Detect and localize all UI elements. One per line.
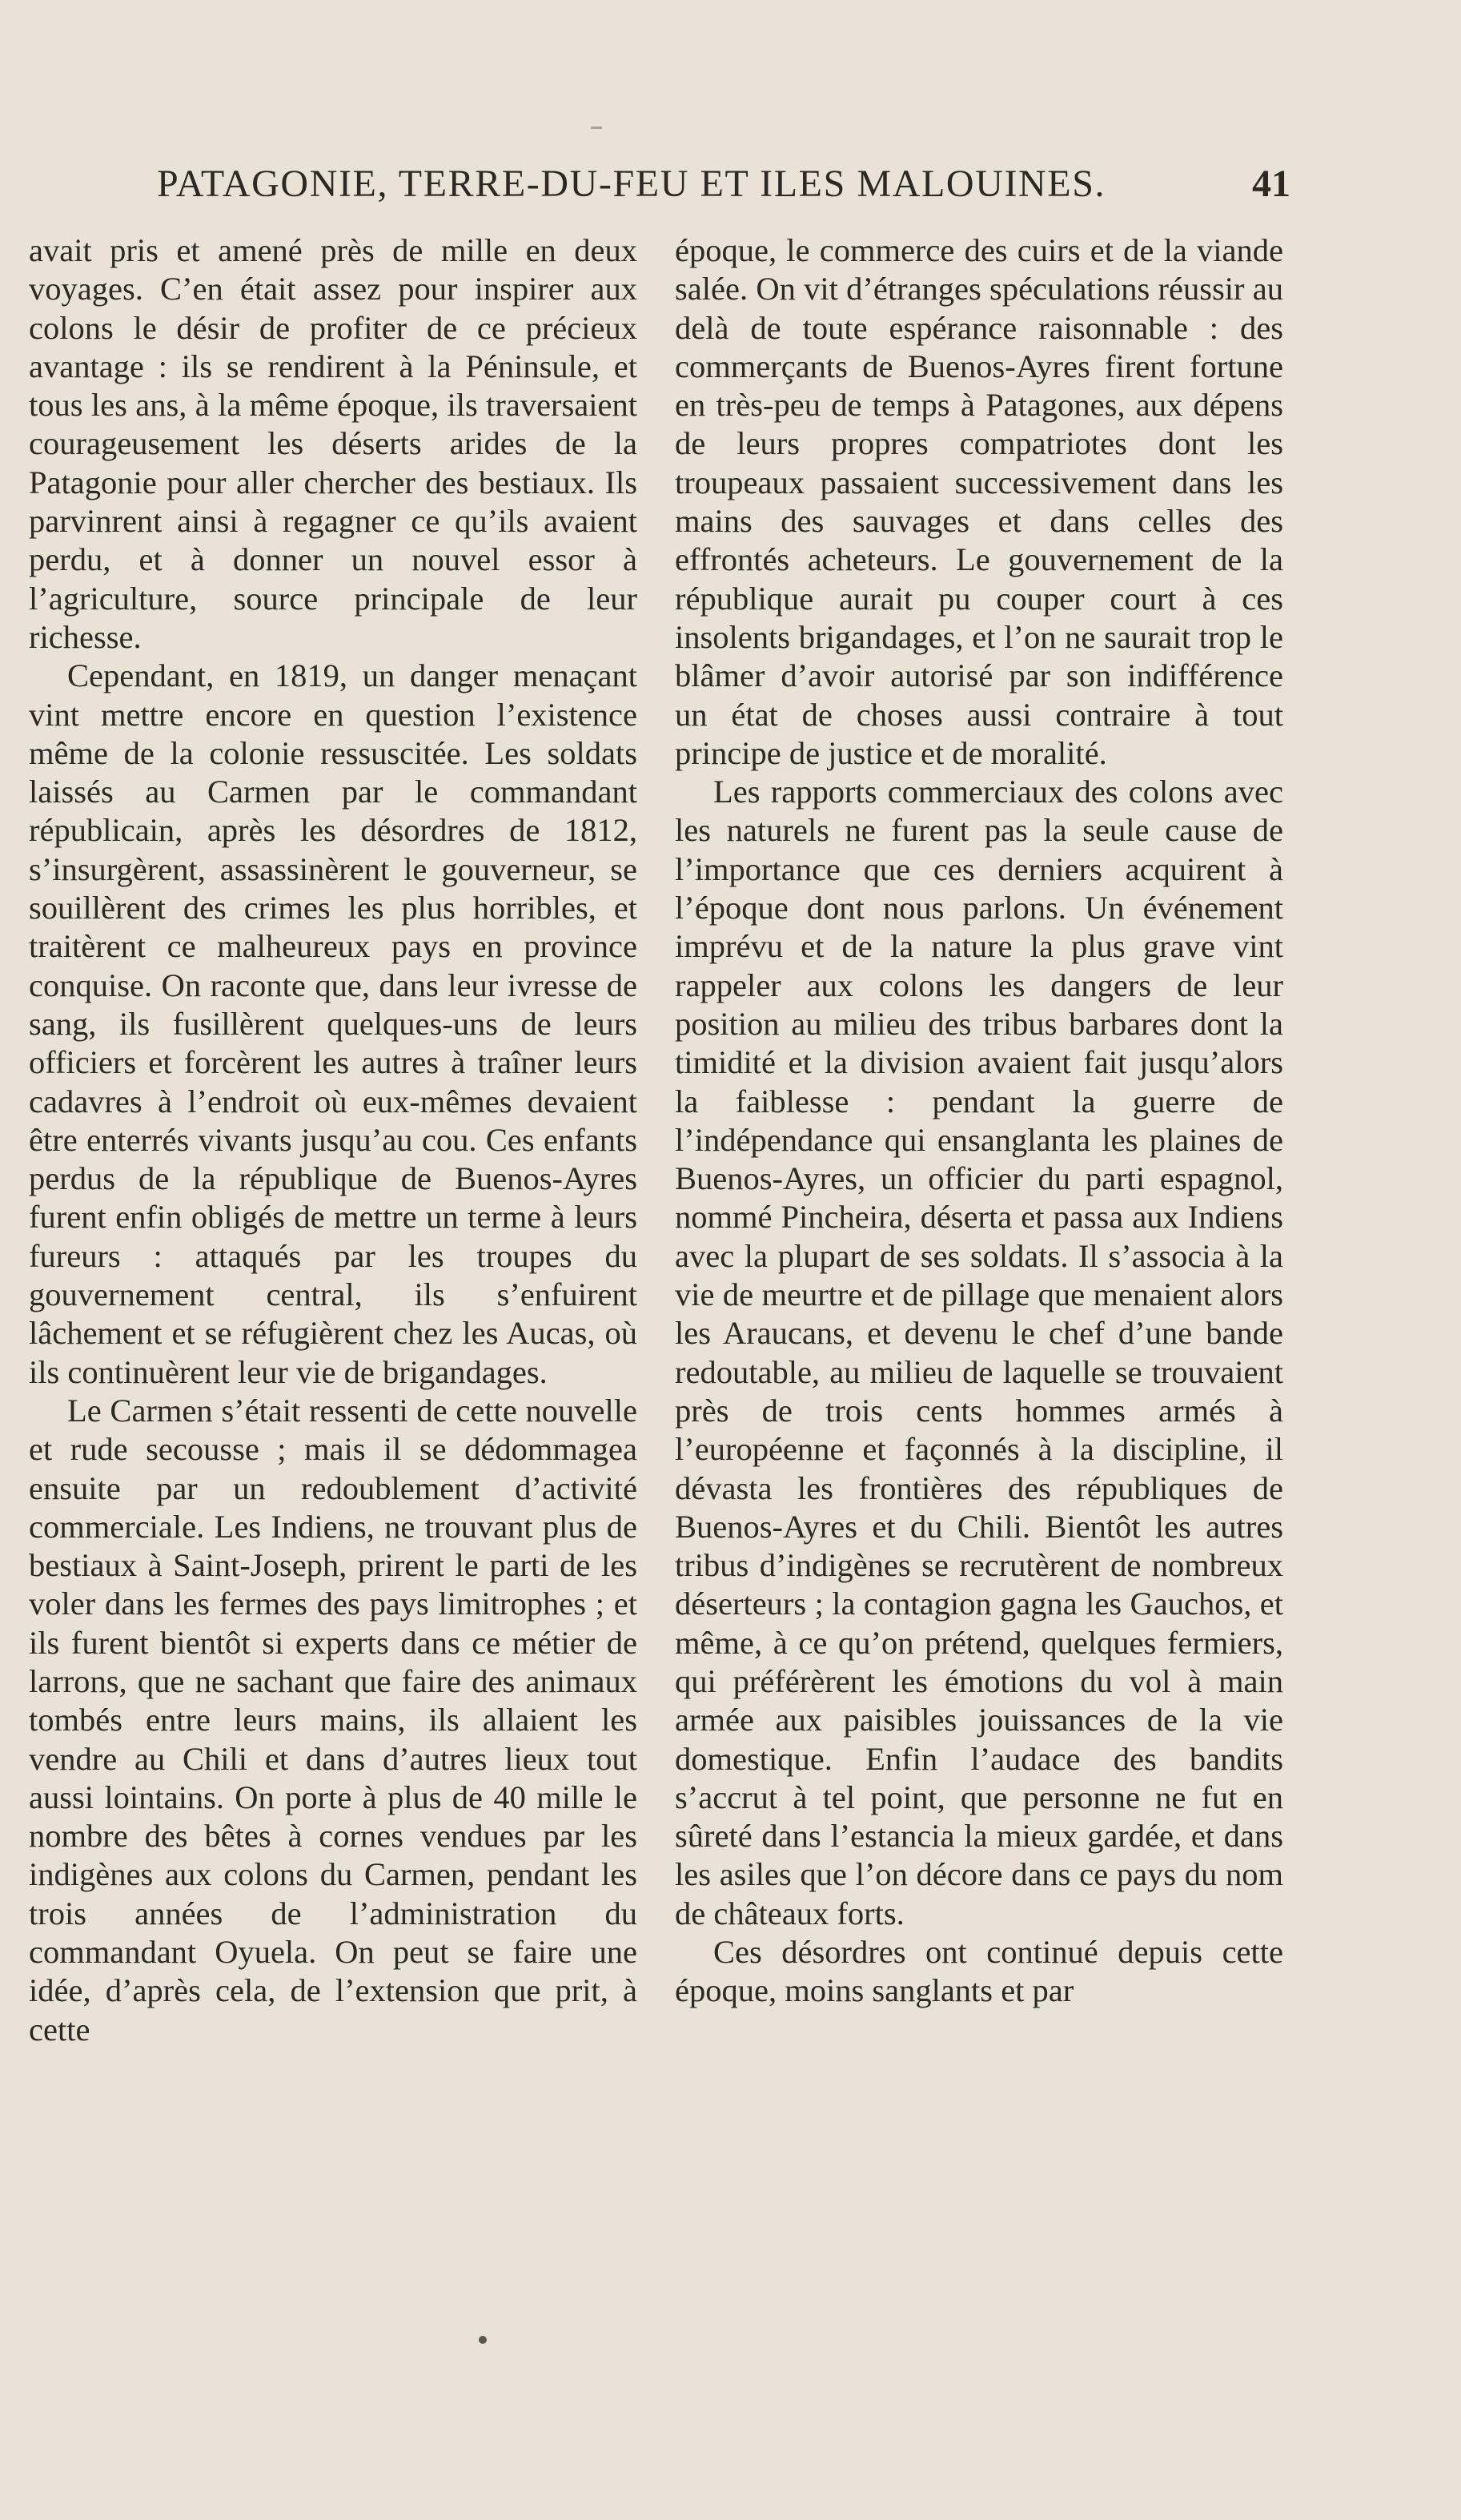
paragraph: Les rapports commerciaux des colons avec les naturels ne furent pas la seule cause de l’importance que ces derniers acquirent à l’époque dont nous parlons. Un événement imprévu et de la nature la plus grave vint rappeler aux colons les dangers de leur position au milieu des tribus barbares dont la timidité et la division avaient fait jusqu’alors la faiblesse : pendant la guerre de l’indépendance qui ensanglanta les plaines de Buenos-Ayres, un officier du parti espagnol, nommé Pincheira, déserta et passa aux Indiens avec la plupart de ses soldats. Il s’associa à la vie de meurtre et de pillage que menaient alors les Araucans, et devenu le chef d’une bande redoutable, au milieu de laquelle se trouvaient près de trois cents hommes armés à l’européenne et façonnés à la discipline, il dévasta les frontières des républiques de Buenos-Ayres et du Chili. Bientôt les autres tribus d’indigènes se recrutèrent de nombreux déserteurs ; la contagion gagna les Gauchos, et même, à ce qu’on prétend, quelques fermiers, qui préférèrent les émotions du vol à main armée aux paisibles jouissances de la vie domestique. Enfin l’audace des bandits s’accrut à tel point, que personne ne fut en sûreté dans l’estancia la mieux gardée, et dans les asiles que l’on décore dans ce pays du nom de châteaux forts. [675,774,1283,1931]
paragraph: époque, le commerce des cuirs et de la viande salée. On vit d’étranges spéculations réussir au delà de toute espérance raisonnable : des commerçants de Buenos-Ayres firent fortune en très-peu de temps à Patagones, aux dépens de leurs propres compatriotes dont les troupeaux passaient successivement dans les mains des sauvages et dans celles des effrontés acheteurs. Le gouvernement de la république aurait pu couper court à ces insolents brigandages, et l’on ne saurait trop le blâmer d’avoir autorisé par son indifférence un état de choses aussi contraire à tout principe de justice et de moralité. [675,232,1283,771]
paragraph: Ces désordres ont continué depuis cette époque, moins sanglants et par [675,1934,1283,2009]
printer-mark [479,2336,487,2344]
top-mark [591,127,602,129]
paragraph: avait pris et amené près de mille en deux voyages. C’en était assez pour inspirer aux colons le désir de profiter de ce précieux avantage : ils se rendirent à la Péninsule, et tous les ans, à la même époque, ils traversaient courageusement les déserts arides de la Patagonie pour aller chercher des bestiaux. Ils parvinrent ainsi à regagner ce qu’ils avaient perdu, et à donner un nouvel essor à l’agriculture, source principale de leur richesse. [29,232,637,655]
paragraph: Cependant, en 1819, un danger menaçant vint mettre encore en question l’existence même de la colonie ressuscitée. Les soldats laissés au Carmen par le commandant républicain, après les désordres de 1812, s’insurgèrent, assassinèrent le gouverneur, se souillèrent des crimes les plus horribles, et traitèrent ce malheureux pays en province conquise. On raconte que, dans leur ivresse de sang, ils fusillèrent quelques-uns de leurs officiers et forcèrent les autres à traîner leurs cadavres à l’endroit où eux-mêmes devaient être enterrés vivants jusqu’au cou. Ces enfants perdus de la république de Buenos-Ayres furent enfin obligés de mettre un terme à leurs fureurs : attaqués par les troupes du gouvernement central, ils s’enfuirent lâchement et se réfugièrent chez les Aucas, où ils continuèrent leur vie de brigandages. [29,657,637,1390]
running-title: PATAGONIE, TERRE-DU-FEU ET ILES MALOUINES. [157,163,1106,205]
paragraph: Le Carmen s’était ressenti de cette nouvelle et rude secousse ; mais il se dédommagea ensuite par un redoublement d’activité commerciale. Les Indiens, ne trouvant plus de bestiaux à Saint-Joseph, prirent le parti de les voler dans les fermes des pays limitrophes ; et ils furent bientôt si experts dans ce métier de larrons, que ne sachant que faire des animaux tombés entre leurs mains, ils allaient les vendre au Chili et dans d’autres lieux tout aussi lointains. On porte à plus de 40 mille le nombre des bêtes à cornes vendues par les indigènes aux colons du Carmen, pendant les trois années de l’administration du commandant Oyuela. On peut se faire une idée, d’après cela, de l’extension que prit, à cette [29,1392,637,2048]
page-number: 41 [1252,163,1290,205]
right-column [675,231,1283,2011]
page-header [157,160,1290,208]
left-column [29,231,637,2049]
